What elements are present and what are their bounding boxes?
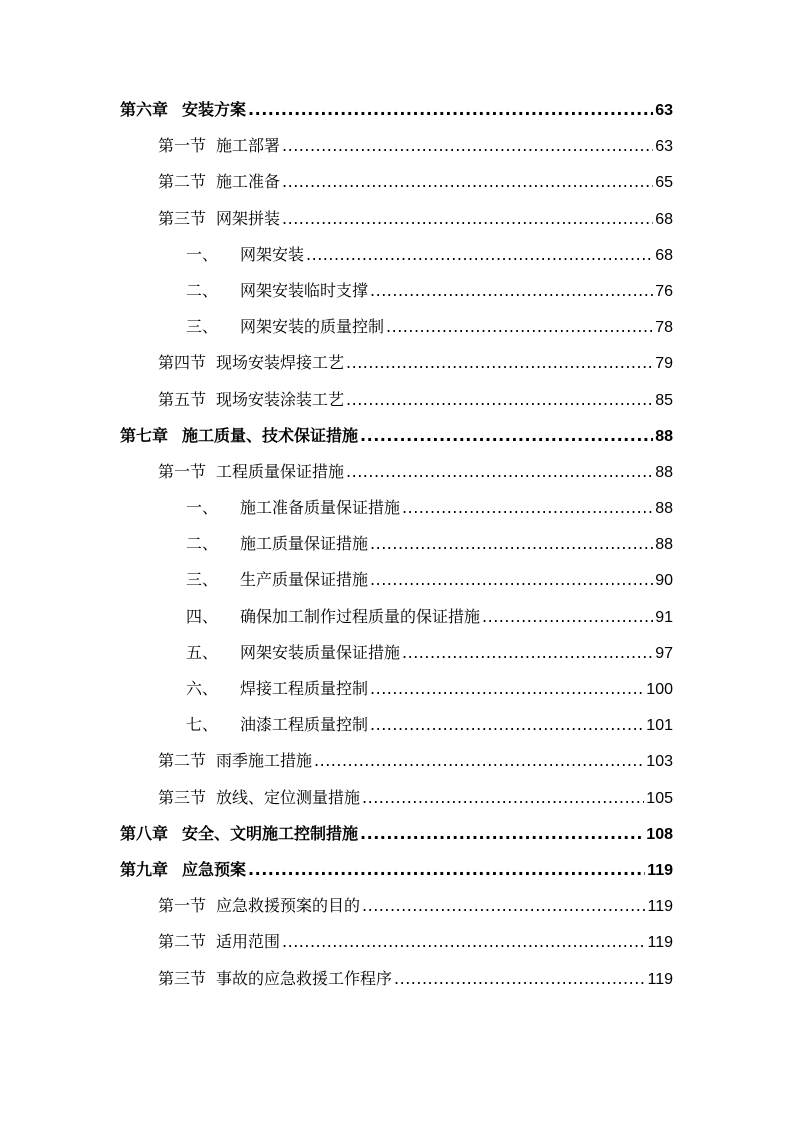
toc-leader-dots	[394, 961, 645, 997]
toc-entry-item[interactable]	[0, 707, 793, 743]
toc-entry-number: 第一节	[158, 461, 207, 481]
toc-entry-number: 二、	[186, 280, 219, 300]
toc-entry-section[interactable]	[0, 454, 793, 490]
toc-entry-item[interactable]	[0, 526, 793, 562]
toc-leader-dots	[362, 780, 644, 816]
toc-entry-number: 第四节	[158, 353, 207, 373]
toc-entry-section[interactable]	[0, 201, 793, 237]
toc-entry-number: 三、	[186, 317, 219, 337]
toc-entry-section[interactable]	[0, 780, 793, 816]
toc-leader-dots	[402, 635, 653, 671]
toc-entry-item[interactable]	[0, 635, 793, 671]
toc-page-number: 105	[646, 789, 673, 807]
toc-page-number: 85	[655, 391, 673, 409]
toc-leader-dots	[282, 201, 653, 237]
toc-page-number: 103	[646, 753, 673, 771]
toc-entry-section[interactable]	[0, 345, 793, 381]
toc-leader-dots	[386, 309, 653, 345]
toc-entry-number: 第三节	[158, 968, 207, 988]
toc-leader-dots	[248, 852, 645, 888]
toc-page-number: 100	[646, 681, 673, 698]
toc-entry-chapter[interactable]	[0, 852, 793, 888]
toc-page-number: 119	[647, 861, 673, 879]
toc-page-number: 88	[655, 536, 673, 554]
toc-leader-dots	[370, 707, 644, 743]
toc-entry-number: 六、	[186, 679, 219, 698]
toc-entry-number: 第五节	[158, 389, 207, 409]
toc-page-number: 78	[655, 319, 673, 337]
toc-leader-dots	[370, 273, 653, 309]
toc-page-number: 119	[647, 898, 673, 916]
toc-entry-item[interactable]	[0, 273, 793, 309]
toc-leader-dots	[362, 888, 645, 924]
toc-entry-title: 网架拼装	[216, 208, 281, 228]
toc-leader-dots	[360, 418, 653, 454]
toc-page-number: 68	[655, 246, 673, 264]
toc-leader-dots	[282, 924, 645, 960]
toc-entry-section[interactable]	[0, 924, 793, 960]
toc-leader-dots	[346, 454, 653, 490]
toc-leader-dots	[370, 526, 653, 562]
toc-entry-number: 第七章	[120, 425, 169, 445]
toc-entry-number: 第二节	[158, 751, 207, 771]
toc-page-number: 97	[655, 644, 673, 662]
toc-leader-dots	[248, 92, 653, 128]
toc-page-number: 63	[655, 102, 673, 119]
toc-entry-title: 网架安装临时支撑	[240, 280, 369, 300]
toc-entry-number: 第二节	[158, 932, 207, 952]
toc-entry-title: 事故的应急救援工作程序	[216, 968, 393, 988]
toc-entry-title: 网架安装的质量控制	[240, 317, 385, 337]
toc-entry-title: 施工准备	[216, 172, 281, 192]
toc-leader-dots	[360, 816, 644, 852]
toc-leader-dots	[482, 599, 653, 635]
toc-page-number: 88	[655, 500, 673, 518]
toc-page-number: 90	[655, 572, 673, 590]
toc-entry-title: 现场安装涂装工艺	[216, 389, 345, 409]
toc-entry-section[interactable]	[0, 961, 793, 997]
toc-entry-chapter[interactable]	[0, 92, 793, 128]
toc-entry-title: 焊接工程质量控制	[240, 679, 369, 698]
toc-entry-number: 第三节	[158, 208, 207, 228]
toc-page-number: 76	[655, 282, 673, 300]
toc-page-number: 65	[655, 174, 673, 192]
toc-entry-section[interactable]	[0, 164, 793, 200]
toc-entry-number: 第九章	[120, 859, 169, 879]
toc-page-number: 63	[655, 138, 673, 156]
toc-entry-number: 七、	[186, 715, 219, 735]
toc-entry-number: 一、	[186, 498, 219, 518]
toc-page-number: 91	[655, 608, 673, 626]
toc-page-number: 88	[655, 427, 673, 445]
toc-entry-number: 第六章	[120, 100, 169, 119]
toc-entry-item[interactable]	[0, 490, 793, 526]
toc-leader-dots	[346, 345, 653, 381]
toc-entry-section[interactable]	[0, 382, 793, 418]
toc-entry-title: 放线、定位测量措施	[216, 787, 361, 807]
toc-entry-title: 油漆工程质量控制	[240, 715, 369, 735]
toc-entry-title: 施工准备质量保证措施	[240, 498, 401, 518]
toc-entry-section[interactable]	[0, 888, 793, 924]
toc-entry-item[interactable]	[0, 671, 793, 707]
table-of-contents	[0, 92, 793, 997]
toc-entry-number: 三、	[186, 570, 219, 590]
toc-page-number: 68	[655, 210, 673, 228]
toc-entry-title: 工程质量保证措施	[216, 461, 345, 481]
toc-page-number: 119	[647, 970, 673, 988]
toc-entry-title: 应急救援预案的目的	[216, 896, 361, 916]
toc-entry-number: 第三节	[158, 787, 207, 807]
toc-entry-title: 确保加工制作过程质量的保证措施	[240, 606, 481, 626]
toc-entry-chapter[interactable]	[0, 816, 793, 852]
toc-entry-title: 网架安装	[240, 244, 305, 264]
toc-entry-number: 一、	[186, 244, 219, 264]
toc-entry-title: 应急预案	[182, 859, 247, 879]
toc-entry-number: 四、	[186, 606, 219, 626]
toc-page-number: 79	[655, 355, 673, 373]
toc-entry-title: 安全、文明施工控制措施	[182, 823, 359, 843]
toc-entry-title: 现场安装焊接工艺	[216, 353, 345, 373]
toc-entry-item[interactable]	[0, 237, 793, 273]
toc-entry-title: 施工质量保证措施	[240, 534, 369, 554]
toc-leader-dots	[306, 237, 653, 273]
toc-entry-item[interactable]	[0, 309, 793, 345]
toc-entry-title: 施工质量、技术保证措施	[182, 425, 359, 445]
toc-leader-dots	[402, 490, 653, 526]
toc-leader-dots	[282, 164, 653, 200]
toc-page-number: 119	[647, 934, 673, 952]
toc-entry-title: 施工部署	[216, 136, 281, 156]
toc-entry-number: 五、	[186, 642, 219, 662]
toc-entry-title: 适用范围	[216, 932, 281, 952]
toc-leader-dots	[314, 743, 644, 779]
toc-entry-title: 网架安装质量保证措施	[240, 642, 401, 662]
toc-entry-section[interactable]	[0, 128, 793, 164]
toc-entry-number: 第一节	[158, 896, 207, 916]
toc-entry-number: 二、	[186, 534, 219, 554]
toc-entry-number: 第八章	[120, 823, 169, 843]
toc-entry-title: 雨季施工措施	[216, 751, 313, 771]
toc-leader-dots	[370, 562, 653, 598]
toc-leader-dots	[346, 382, 653, 418]
toc-entry-title: 安装方案	[182, 100, 247, 119]
toc-leader-dots	[370, 671, 644, 707]
toc-entry-section[interactable]	[0, 743, 793, 779]
toc-entry-title: 生产质量保证措施	[240, 570, 369, 590]
toc-entry-chapter[interactable]	[0, 418, 793, 454]
toc-entry-number: 第一节	[158, 136, 207, 156]
toc-leader-dots	[282, 128, 653, 164]
toc-entry-number: 第二节	[158, 172, 207, 192]
toc-entry-item[interactable]	[0, 562, 793, 598]
toc-entry-item[interactable]	[0, 599, 793, 635]
toc-page-number: 108	[646, 825, 673, 843]
toc-page-number: 88	[655, 463, 673, 481]
toc-page-number: 101	[646, 717, 673, 735]
